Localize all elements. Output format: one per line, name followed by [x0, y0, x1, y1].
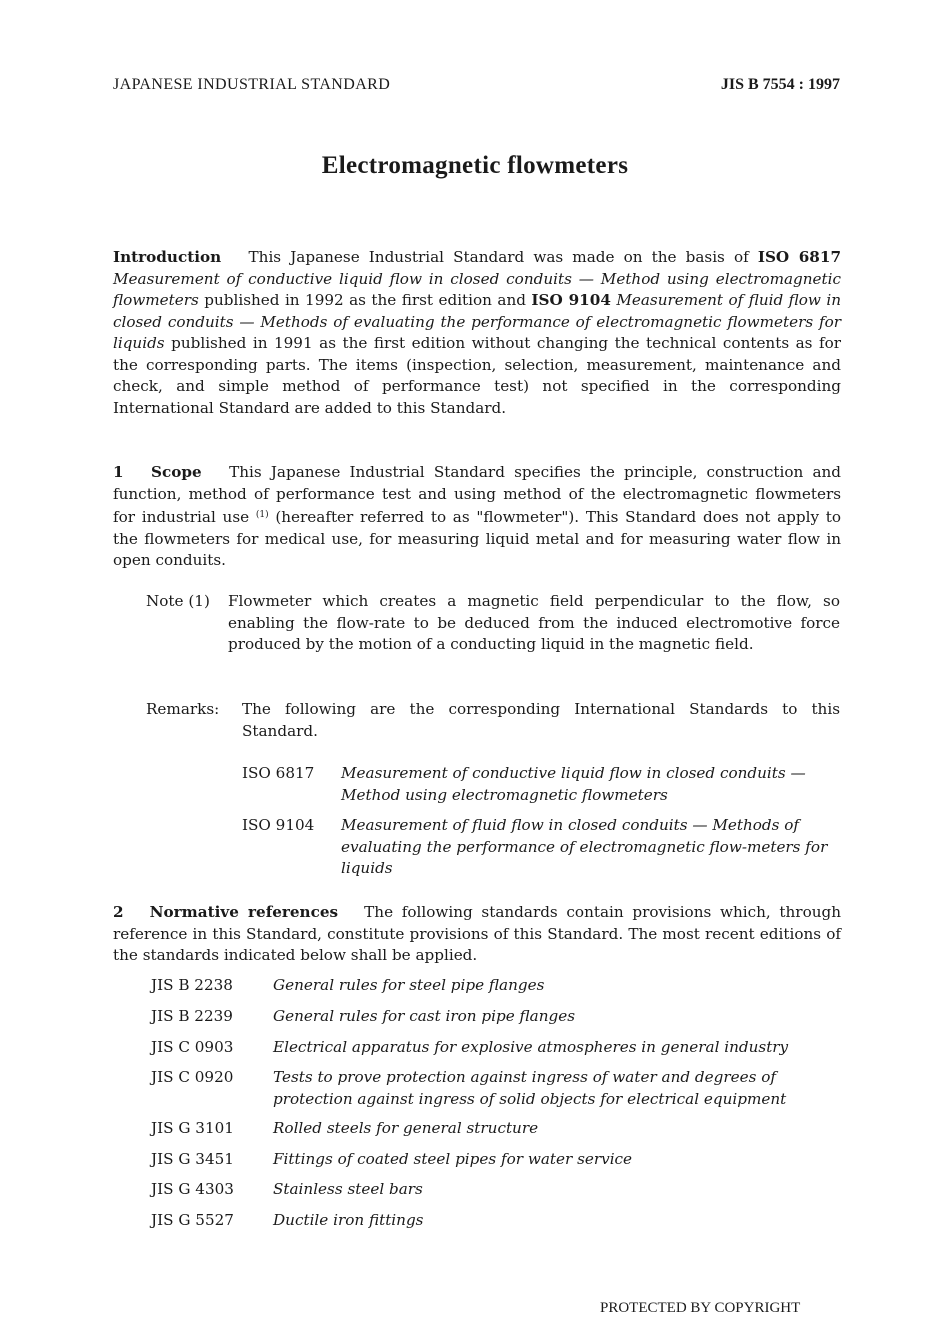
scope-paragraph: [113, 462, 841, 572]
reference-title: Fittings of coated steel pipes for water service: [273, 1150, 633, 1168]
introduction-iso1-title: Measurement of conductive liquid flow in closed conduits — Method using electromagnetic flowmeters: [113, 269, 841, 309]
introduction-paragraph: [113, 247, 841, 419]
header-standard-number: JIS B 7554 : 1997: [720, 76, 840, 93]
reference-title: General rules for steel pipe flanges: [273, 976, 545, 994]
copyright-footer: PROTECTED BY COPYRIGHT: [600, 1300, 801, 1316]
remarks-text: The following are the corresponding International Standards to this Standard.: [242, 700, 840, 740]
scope-note-reference: (1): [255, 510, 269, 520]
reference-code: JIS G 4303: [151, 1180, 234, 1198]
scope-text-2: (hereafter referred to as "flowmeter"). This Standard does not apply to the flowmeters for medical use, for measuring liquid metal and for measuring water flow in open conduits.: [113, 508, 842, 569]
reference-title: Stainless steel bars: [273, 1180, 423, 1198]
scope-text-1: This Japanese Industrial Standard specifies the principle, construction and function, method of performance test and using method of the electromagnetic flowmeters for industrial use: [113, 463, 842, 526]
reference-code: JIS G 3451: [151, 1150, 234, 1168]
reference-code: JIS B 2239: [151, 1007, 233, 1025]
reference-code: JIS G 5527: [151, 1211, 234, 1229]
reference-title: Tests to prove protection against ingress of water and degrees of protection against ingress of solid objects for electrical equipment: [273, 1068, 787, 1108]
introduction-text-3: published in 1991 as the first edition without changing the technical contents as for the corresponding parts. The items (inspection, selection, measurement, maintenance and check, and simple method of performance test) not specified in the corresponding International Standard are added to this Standard.: [113, 334, 841, 417]
reference-code: JIS C 0903: [151, 1038, 234, 1056]
reference-title: Electrical apparatus for explosive atmospheres in general industry: [273, 1038, 789, 1056]
introduction-iso1-code: ISO 6817: [757, 248, 842, 266]
introduction-heading: Introduction: [113, 248, 222, 266]
introduction-iso2-title: Measurement of fluid flow in closed conduits — Methods of evaluating the performance of electromagnetic flowmeters for liquids: [113, 291, 842, 352]
reference-title: Rolled steels for general structure: [273, 1119, 539, 1137]
reference-code: JIS C 0920: [151, 1068, 234, 1086]
remarks-label: Remarks:: [146, 700, 220, 718]
reference-title: General rules for cast iron pipe flanges: [273, 1007, 575, 1025]
normative-references-paragraph: [113, 902, 841, 967]
normative-number: 2: [113, 903, 124, 921]
scope-heading: Scope: [151, 463, 202, 481]
note-label: Note (1): [146, 592, 210, 610]
introduction-text-1: This Japanese Industrial Standard was made on the basis of: [248, 248, 749, 266]
document-title: Electromagnetic flowmeters: [321, 152, 629, 179]
introduction-text-2: published in 1992 as the first edition and: [204, 291, 526, 309]
scope-number: 1: [113, 463, 124, 481]
reference-title: Ductile iron fittings: [273, 1211, 424, 1229]
remarks-item-code: ISO 9104: [242, 816, 315, 834]
normative-text: The following standards contain provisions which, through reference in this Standard, constitute provisions of this Standard. The most recent editions of the standards indicated below shall be applied.: [113, 903, 842, 964]
introduction-iso2-code: ISO 9104: [531, 291, 611, 309]
reference-code: JIS G 3101: [151, 1119, 234, 1137]
reference-code: JIS B 2238: [151, 976, 233, 994]
normative-heading: Normative references: [149, 903, 339, 921]
header-standard-name: JAPANESE INDUSTRIAL STANDARD: [113, 76, 391, 93]
note-text: Flowmeter which creates a magnetic field perpendicular to the flow, so enabling the flow-rate to be deduced from the induced electromotive force produced by the motion of a conducting liquid in the magnetic field.: [228, 592, 840, 653]
remarks-item-title: Measurement of fluid flow in closed conduits — Methods of evaluating the performance of electromagnetic flow-meters for liquids: [341, 816, 828, 877]
remarks-item-code: ISO 6817: [242, 764, 315, 782]
remarks-item-title: Measurement of conductive liquid flow in closed conduits — Method using electromagnetic flowmeters: [341, 764, 806, 804]
